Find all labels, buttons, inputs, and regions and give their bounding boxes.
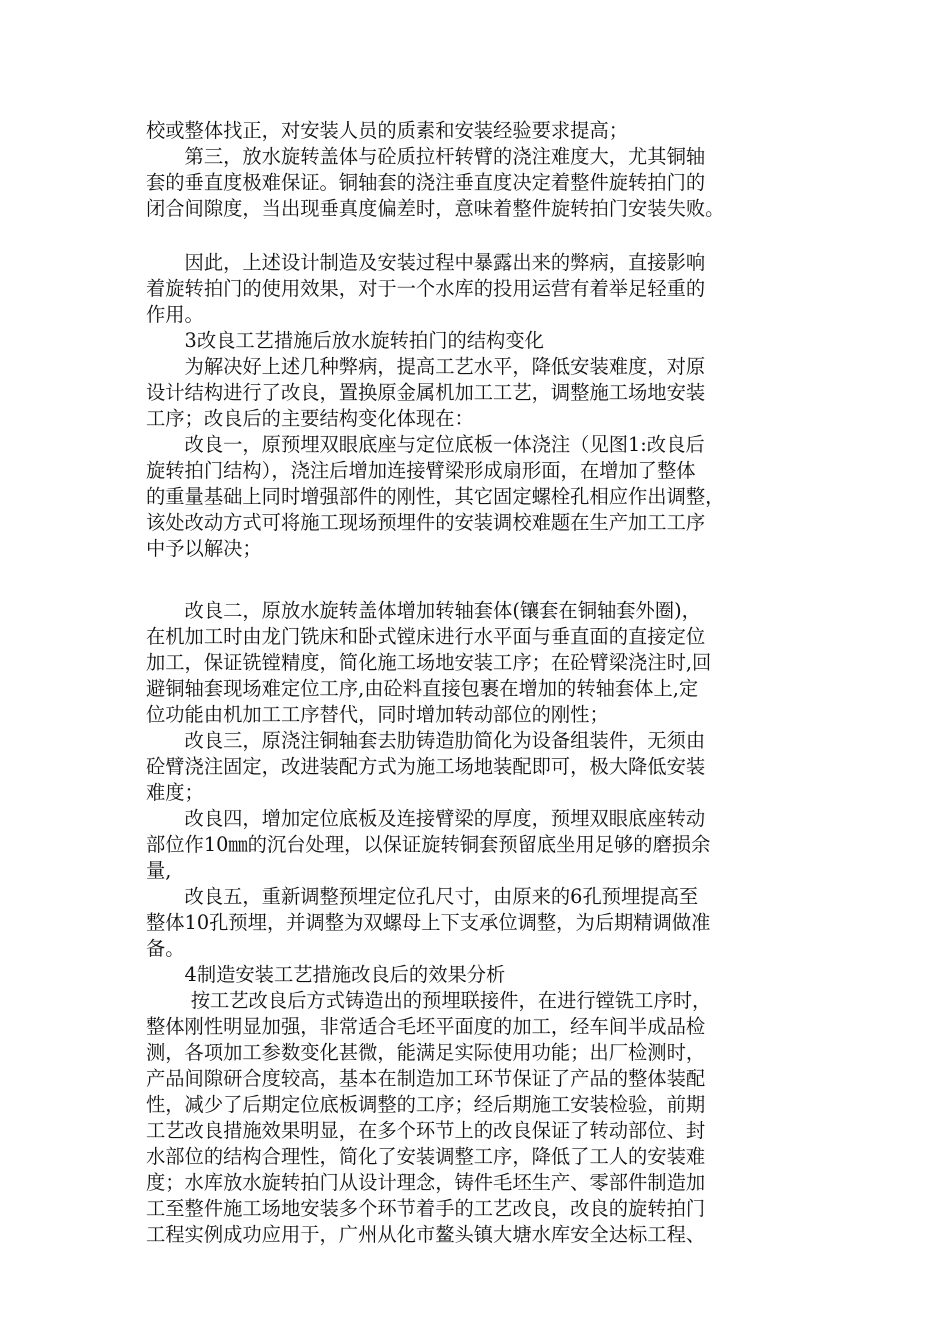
text-line: 产品间隙研合度较高，基本在制造加工环节保证了产品的整体装配: [146, 1067, 706, 1090]
text-line: 难度；: [146, 781, 204, 804]
text-line: 改良三，原浇注铜轴套去肋铸造肋简化为设备组装件，无须由: [146, 729, 706, 752]
text-line: 避铜轴套现场难定位工序,由砼料直接包裹在增加的转轴套体上,定: [146, 677, 699, 700]
text-line: 设计结构进行了改良，置换原金属机加工工艺，调整施工场地安装: [146, 381, 706, 404]
text-line: 位功能由机加工工序替代，同时增加转动部位的刚性；: [146, 703, 609, 726]
text-line: 着旋转拍门的使用效果，对于一个水库的投用运营有着举足轻重的: [146, 277, 706, 300]
text-line: 作用。: [146, 303, 204, 326]
text-line: 量,: [146, 859, 172, 882]
text-line: 闭合间隙度，当出现垂真度偏差时，意味着整件旋转拍门安装失败。: [146, 197, 725, 220]
text-line: 测，各项加工参数变化甚微，能满足实际使用功能；出厂检测时，: [146, 1041, 706, 1064]
text-line: 按工艺改良后方式铸造出的预埋联接件，在进行镗铣工序时，: [146, 989, 712, 1012]
text-line: 校或整体找正，对安装人员的质素和安装经验要求提高；: [146, 119, 629, 142]
text-line: 工程实例成功应用于，广州从化市鳌头镇大塘水库安全达标工程、: [146, 1223, 706, 1246]
text-line: 性，减少了后期定位底板调整的工序；经后期施工安装检验，前期: [146, 1093, 706, 1116]
text-line: 度；水库放水旋转拍门从设计理念，铸件毛坯生产、零部件制造加: [146, 1171, 706, 1194]
text-line: 加工，保证铣镗精度，简化施工场地安装工序；在砼臂梁浇注时,回: [146, 651, 712, 674]
section-heading: 4制造安装工艺措施改良后的效果分析: [146, 963, 506, 986]
text-line: 第三，放水旋转盖体与砼质拉杆转臂的浇注难度大，尤其铜轴: [146, 145, 706, 168]
text-line: 备。: [146, 937, 185, 960]
text-line: 该处改动方式可将施工现场预埋件的安装调校难题在生产加工工序: [146, 511, 706, 534]
text-line: 套的垂直度极难保证。铜轴套的浇注垂直度决定着整件旋转拍门的: [146, 171, 706, 194]
text-line: 工艺改良措施效果明显，在多个环节上的改良保证了转动部位、封: [146, 1119, 706, 1142]
text-line: 改良四，增加定位底板及连接臂梁的厚度，预埋双眼底座转动: [146, 807, 706, 830]
text-line: 为解决好上述几种弊病，提高工艺水平，降低安装难度，对原: [146, 355, 706, 378]
text-line: 砼臂浇注固定，改进装配方式为施工场地装配即可，极大降低安装: [146, 755, 706, 778]
text-line: 改良五，重新调整预埋定位孔尺寸，由原来的6孔预埋提高至: [146, 885, 699, 908]
text-line: 改良一，原预埋双眼底座与定位底板一体浇注（见图1:改良后: [146, 433, 705, 456]
text-line: 因此，上述设计制造及安装过程中暴露出来的弊病，直接影响: [146, 251, 706, 274]
section-heading: 3改良工艺措施后放水旋转拍门的结构变化: [146, 329, 544, 352]
text-line: 整体刚性明显加强，非常适合毛坯平面度的加工，经车间半成品检: [146, 1015, 706, 1038]
text-line: 在机加工时由龙门铣床和卧式镗床进行水平面与垂直面的直接定位: [146, 625, 706, 648]
text-line: 部位作10㎜的沉台处理，以保证旋转铜套预留底坐用足够的磨损余: [146, 833, 711, 856]
text-line: 改良二，原放水旋转盖体增加转轴套体(镶套在铜轴套外圈)，: [146, 599, 701, 622]
text-line: 水部位的结构合理性，简化了安装调整工序，降低了工人的安装难: [146, 1145, 706, 1168]
text-line: 中予以解决；: [146, 537, 262, 560]
text-line: 旋转拍门结构），浇注后增加连接臂梁形成扇形面，在增加了整体: [146, 459, 696, 482]
text-line: 工序；改良后的主要结构变化体现在：: [146, 407, 474, 430]
text-line: 整体10孔预埋，并调整为双螺母上下支承位调整，为后期精调做准: [146, 911, 711, 934]
text-line: 的重量基础上同时增强部件的刚性，其它固定螺栓孔相应作出调整，: [146, 485, 725, 508]
text-line: 工至整件施工场地安装多个环节着手的工艺改良，改良的旋转拍门: [146, 1197, 706, 1220]
